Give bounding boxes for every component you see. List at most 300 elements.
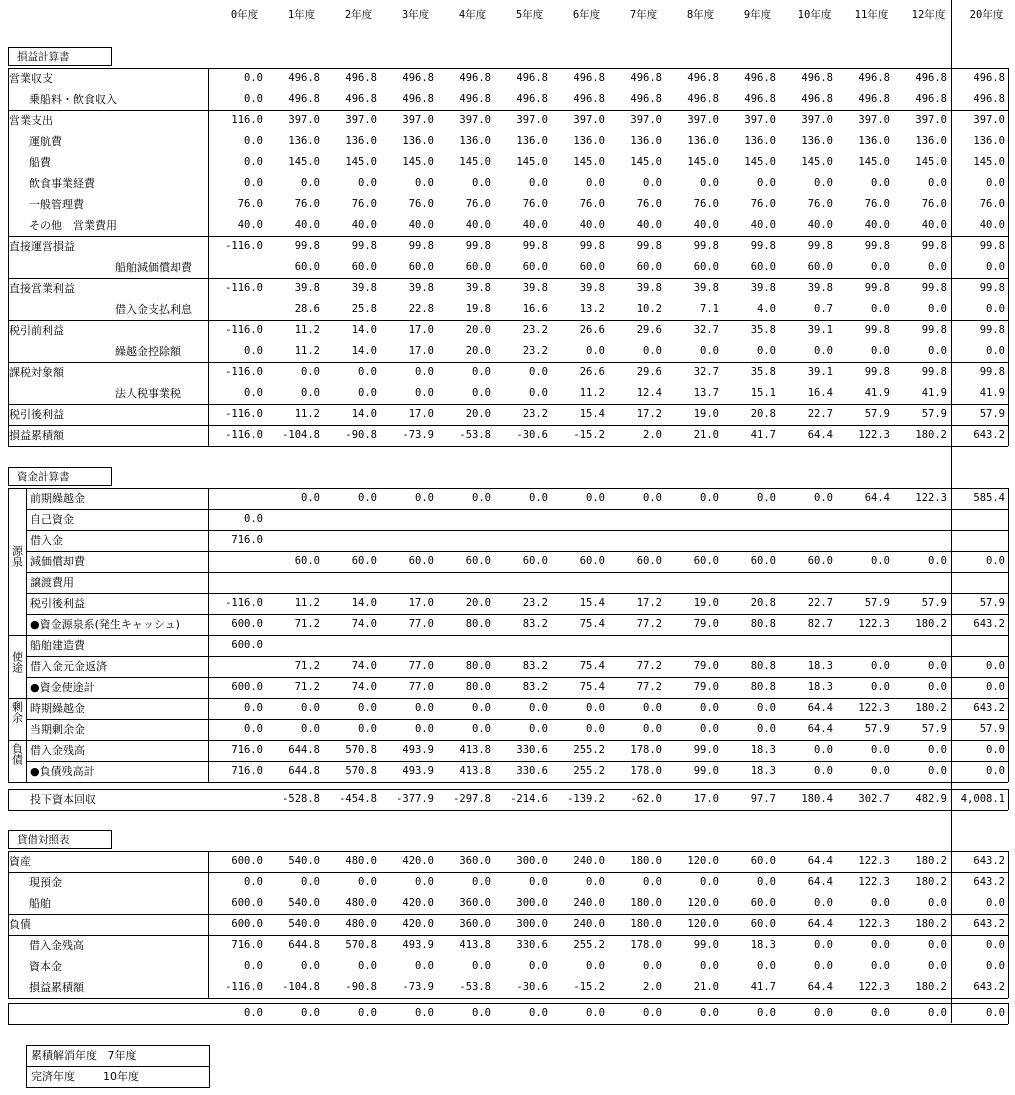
- cell-value: 644.8: [288, 939, 320, 951]
- cell-value: 76.0: [693, 198, 719, 210]
- cell-value: 20.0: [465, 597, 491, 609]
- pl-row-label: 直接営業利益: [9, 282, 75, 295]
- pl-row-label: 課税対象額: [9, 366, 64, 379]
- cell-value: 0.0: [358, 702, 377, 714]
- rule-line: [26, 635, 1008, 636]
- cell-value: 76.0: [465, 198, 491, 210]
- cell-value: 71.2: [294, 618, 320, 630]
- cell-value: 76.0: [522, 198, 548, 210]
- cell-value: 80.0: [465, 660, 491, 672]
- cell-value: 41.7: [750, 981, 776, 993]
- rule-line: [8, 935, 1008, 936]
- cell-value: 0.0: [472, 876, 491, 888]
- cell-value: 39.8: [750, 282, 776, 294]
- cell-value: 0.0: [472, 177, 491, 189]
- cell-value: -104.8: [282, 981, 320, 993]
- rule-line: [8, 68, 1008, 69]
- cell-value: 99.8: [579, 240, 605, 252]
- cell-value: 643.2: [973, 855, 1005, 867]
- cell-value: 0.0: [643, 876, 662, 888]
- cell-value: 0.0: [643, 1007, 662, 1019]
- cell-value: 0.0: [244, 72, 263, 84]
- cell-value: 397.0: [402, 114, 434, 126]
- cell-value: 99.0: [693, 765, 719, 777]
- cell-value: 0.0: [415, 723, 434, 735]
- cell-value: 0.0: [643, 723, 662, 735]
- cell-value: 496.8: [858, 93, 890, 105]
- cell-value: 0.0: [871, 345, 890, 357]
- rule-line: [8, 740, 26, 741]
- cell-value: 0.0: [415, 960, 434, 972]
- cell-value: 40.0: [921, 219, 947, 231]
- cell-value: 716.0: [231, 534, 263, 546]
- cell-value: 0.0: [643, 960, 662, 972]
- pl-row-label: 税引後利益: [9, 408, 64, 421]
- cell-value: 18.3: [750, 939, 776, 951]
- cell-value: 330.6: [516, 939, 548, 951]
- cf-row-label: 当期剰余金: [30, 723, 85, 736]
- cell-value: 493.9: [402, 744, 434, 756]
- cell-value: 643.2: [973, 702, 1005, 714]
- cell-value: 39.8: [807, 282, 833, 294]
- pl-row: [0, 320, 1015, 341]
- cell-value: 397.0: [288, 114, 320, 126]
- cell-value: 0.0: [358, 366, 377, 378]
- cell-value: 77.2: [636, 660, 662, 672]
- cell-value: 180.0: [630, 897, 662, 909]
- cell-value: 41.9: [864, 387, 890, 399]
- cell-value: 0.0: [700, 960, 719, 972]
- cell-value: 0.0: [700, 345, 719, 357]
- cell-value: 0.0: [358, 723, 377, 735]
- cell-value: 643.2: [973, 429, 1005, 441]
- year-header: 9年度: [743, 9, 772, 21]
- rule-line: [8, 110, 1008, 111]
- cell-value: 178.0: [630, 939, 662, 951]
- cell-value: 77.0: [408, 681, 434, 693]
- bs-row: [0, 893, 1015, 914]
- cell-value: 240.0: [573, 918, 605, 930]
- cell-value: 496.8: [288, 93, 320, 105]
- cell-value: 40.0: [807, 219, 833, 231]
- cell-value: 19.0: [693, 408, 719, 420]
- cell-value: 240.0: [573, 855, 605, 867]
- cell-value: 76.0: [294, 198, 320, 210]
- cf-row: [0, 488, 1015, 509]
- cell-value: 18.3: [750, 744, 776, 756]
- cell-value: 99.8: [921, 240, 947, 252]
- cell-value: 397.0: [915, 114, 947, 126]
- rule-line: [1008, 851, 1009, 998]
- cell-value: 99.8: [864, 366, 890, 378]
- cell-value: 397.0: [345, 114, 377, 126]
- cell-value: 99.8: [465, 240, 491, 252]
- cell-value: 39.8: [522, 282, 548, 294]
- cf-row: [0, 572, 1015, 593]
- bs-section-title: 貸借対照表: [8, 830, 112, 849]
- cell-value: 0.0: [244, 156, 263, 168]
- cell-value: 0.0: [986, 744, 1005, 756]
- cell-value: 0.0: [986, 939, 1005, 951]
- cell-value: 145.0: [687, 156, 719, 168]
- year-header: 12年度: [911, 9, 946, 21]
- cell-value: 76.0: [408, 198, 434, 210]
- cell-value: 0.0: [700, 492, 719, 504]
- cell-value: 40.0: [294, 219, 320, 231]
- cell-value: 0.0: [301, 960, 320, 972]
- cell-value: 76.0: [237, 198, 263, 210]
- cell-value: 60.0: [750, 261, 776, 273]
- year-header: 11年度: [854, 9, 889, 21]
- cell-value: 41.7: [750, 429, 776, 441]
- cell-value: 240.0: [573, 897, 605, 909]
- cf-row-label: 自己資金: [30, 513, 74, 526]
- cell-value: 19.8: [465, 303, 491, 315]
- bs-row-label: 現預金: [29, 876, 62, 889]
- rule-line: [8, 488, 9, 782]
- bs-row: [0, 935, 1015, 956]
- cell-value: 0.0: [244, 723, 263, 735]
- year-header: 3年度: [401, 9, 430, 21]
- cell-value: 76.0: [864, 198, 890, 210]
- cell-value: 145.0: [459, 156, 491, 168]
- cell-value: 21.0: [693, 429, 719, 441]
- cell-value: 17.2: [636, 408, 662, 420]
- cell-value: 15.4: [579, 597, 605, 609]
- cell-value: 0.0: [358, 876, 377, 888]
- cell-value: 80.8: [750, 618, 776, 630]
- cell-value: 99.8: [750, 240, 776, 252]
- cell-value: 99.8: [864, 240, 890, 252]
- cell-value: 180.2: [915, 918, 947, 930]
- cell-value: 80.0: [465, 618, 491, 630]
- cell-value: 16.6: [522, 303, 548, 315]
- bs-row: [0, 851, 1015, 872]
- cell-value: 0.0: [358, 492, 377, 504]
- cell-value: -377.9: [396, 793, 434, 805]
- cell-value: 0.0: [415, 366, 434, 378]
- year-header: 10年度: [797, 9, 832, 21]
- rule-line: [26, 782, 1008, 783]
- cell-value: 2.0: [643, 429, 662, 441]
- cf-row: [0, 740, 1015, 761]
- cf-group-debt: 負債: [10, 743, 24, 765]
- cell-value: 255.2: [573, 939, 605, 951]
- cell-value: 413.8: [459, 765, 491, 777]
- pl-row: [0, 404, 1015, 425]
- cf-group-source: 源泉: [10, 545, 24, 567]
- rule-line: [8, 278, 1008, 279]
- cell-value: 41.9: [979, 387, 1005, 399]
- year-header: 7年度: [629, 9, 658, 21]
- cell-value: 57.9: [921, 723, 947, 735]
- cell-value: 60.0: [750, 555, 776, 567]
- cell-value: 0.0: [244, 1007, 263, 1019]
- cell-value: 39.8: [636, 282, 662, 294]
- cell-value: 15.1: [750, 387, 776, 399]
- cell-value: 0.0: [757, 723, 776, 735]
- cf-row: [0, 530, 1015, 551]
- cell-value: 0.0: [529, 723, 548, 735]
- cell-value: 0.0: [586, 723, 605, 735]
- cell-value: 39.8: [408, 282, 434, 294]
- cell-value: 0.0: [871, 555, 890, 567]
- cell-value: 64.4: [864, 492, 890, 504]
- rule-line: [8, 320, 1008, 321]
- cell-value: 76.0: [807, 198, 833, 210]
- cell-value: 397.0: [459, 114, 491, 126]
- cell-value: 60.0: [522, 555, 548, 567]
- cell-value: -454.8: [339, 793, 377, 805]
- cell-value: 60.0: [465, 261, 491, 273]
- cell-value: 99.8: [408, 240, 434, 252]
- cell-value: 0.0: [928, 660, 947, 672]
- rule-line: [8, 362, 1008, 363]
- cell-value: 83.2: [522, 681, 548, 693]
- cell-value: 19.0: [693, 597, 719, 609]
- cell-value: 496.8: [630, 93, 662, 105]
- pl-row: [0, 89, 1015, 110]
- cell-value: 122.3: [915, 492, 947, 504]
- cell-value: 420.0: [402, 897, 434, 909]
- cf-row-label: 船舶建造費: [30, 639, 85, 652]
- cell-value: 360.0: [459, 897, 491, 909]
- cf-row: [0, 635, 1015, 656]
- cell-value: 496.8: [516, 93, 548, 105]
- cell-value: 0.0: [643, 345, 662, 357]
- cell-value: 0.0: [415, 492, 434, 504]
- cell-value: 40.0: [750, 219, 776, 231]
- cell-value: 71.2: [294, 660, 320, 672]
- cell-value: 14.0: [351, 345, 377, 357]
- cell-value: 136.0: [345, 135, 377, 147]
- rule-line: [8, 698, 26, 699]
- cell-value: 29.6: [636, 324, 662, 336]
- cell-value: 145.0: [345, 156, 377, 168]
- rule-line: [1008, 1003, 1009, 1024]
- cell-value: 80.8: [750, 681, 776, 693]
- cell-value: 0.0: [244, 177, 263, 189]
- cell-value: 0.0: [871, 303, 890, 315]
- cell-value: 64.4: [807, 981, 833, 993]
- cell-value: 122.3: [858, 618, 890, 630]
- pl-row: [0, 131, 1015, 152]
- cell-value: 25.8: [351, 303, 377, 315]
- cf-row-label: 時期繰越金: [30, 702, 85, 715]
- cell-value: 480.0: [345, 897, 377, 909]
- cell-value: 4,008.1: [960, 793, 1005, 805]
- cell-value: 0.0: [757, 876, 776, 888]
- pl-row: [0, 425, 1015, 446]
- cell-value: 60.0: [807, 555, 833, 567]
- cell-value: 0.0: [928, 744, 947, 756]
- cell-value: 145.0: [516, 156, 548, 168]
- cell-value: 64.4: [807, 723, 833, 735]
- rule-line: [8, 1003, 9, 1024]
- cell-value: 145.0: [801, 156, 833, 168]
- cf-row-label: ●資金使途計: [30, 681, 95, 694]
- cell-value: 122.3: [858, 981, 890, 993]
- cell-value: 570.8: [345, 939, 377, 951]
- cell-value: -62.0: [630, 793, 662, 805]
- cell-value: -53.8: [459, 429, 491, 441]
- cell-value: 13.2: [579, 303, 605, 315]
- cell-value: 0.0: [586, 1007, 605, 1019]
- cell-value: 540.0: [288, 918, 320, 930]
- cell-value: 145.0: [973, 156, 1005, 168]
- pl-row-label: その他 営業費用: [29, 219, 117, 232]
- rule-line: [26, 761, 1008, 762]
- cf-row-label: ●資金源泉系(発生キャッシュ): [30, 618, 180, 631]
- cell-value: 496.8: [801, 93, 833, 105]
- cell-value: 60.0: [693, 555, 719, 567]
- cell-value: 26.6: [579, 366, 605, 378]
- rule-line: [8, 998, 1008, 999]
- cell-value: 0.0: [244, 960, 263, 972]
- cell-value: 0.0: [301, 876, 320, 888]
- cell-value: 60.0: [750, 918, 776, 930]
- cell-value: 74.0: [351, 618, 377, 630]
- cell-value: 145.0: [630, 156, 662, 168]
- cell-value: 0.0: [928, 177, 947, 189]
- cell-value: -116.0: [225, 240, 263, 252]
- cell-value: 0.0: [814, 897, 833, 909]
- pl-row-label: 損益累積額: [9, 429, 64, 442]
- cell-value: 0.0: [871, 261, 890, 273]
- cell-value: 0.0: [814, 492, 833, 504]
- cell-value: 80.8: [750, 660, 776, 672]
- cell-value: 18.3: [750, 765, 776, 777]
- cell-value: 99.8: [979, 324, 1005, 336]
- cell-value: 57.9: [979, 408, 1005, 420]
- cell-value: 0.0: [871, 960, 890, 972]
- cell-value: 643.2: [973, 876, 1005, 888]
- cell-value: 29.6: [636, 366, 662, 378]
- cell-value: 57.9: [864, 723, 890, 735]
- cell-value: 0.0: [472, 1007, 491, 1019]
- cell-value: 0.0: [986, 303, 1005, 315]
- bs-row: [0, 872, 1015, 893]
- cell-value: -116.0: [225, 282, 263, 294]
- cf-row: [0, 698, 1015, 719]
- cell-value: 60.0: [465, 555, 491, 567]
- cell-value: 600.0: [231, 897, 263, 909]
- cell-value: 716.0: [231, 744, 263, 756]
- cell-value: 0.0: [986, 681, 1005, 693]
- cell-value: 0.0: [871, 681, 890, 693]
- cell-value: 76.0: [921, 198, 947, 210]
- pl-row-label: 営業収支: [9, 72, 53, 85]
- cell-value: 0.0: [814, 960, 833, 972]
- cell-value: 496.8: [915, 93, 947, 105]
- cell-value: 0.0: [529, 1007, 548, 1019]
- cell-value: 0.0: [415, 387, 434, 399]
- cell-value: 496.8: [687, 72, 719, 84]
- cell-value: 17.0: [693, 793, 719, 805]
- cell-value: 99.8: [864, 324, 890, 336]
- cell-value: 41.9: [921, 387, 947, 399]
- cell-value: 74.0: [351, 681, 377, 693]
- cell-value: 0.0: [643, 492, 662, 504]
- cell-value: 0.0: [301, 387, 320, 399]
- cell-value: 600.0: [231, 681, 263, 693]
- cell-value: 0.0: [928, 261, 947, 273]
- cell-value: 76.0: [351, 198, 377, 210]
- rule-line: [26, 719, 1008, 720]
- cell-value: 76.0: [636, 198, 662, 210]
- cell-value: 32.7: [693, 324, 719, 336]
- cf-row: [0, 761, 1015, 782]
- cf-row-label: 税引後利益: [30, 597, 85, 610]
- cf-recovery-row: [0, 789, 1015, 810]
- cell-value: 64.4: [807, 918, 833, 930]
- cell-value: 0.0: [757, 177, 776, 189]
- cell-value: 0.0: [586, 960, 605, 972]
- bs-row: [0, 914, 1015, 935]
- cell-value: 0.0: [529, 702, 548, 714]
- rule-line: [8, 851, 1008, 852]
- cell-value: 136.0: [687, 135, 719, 147]
- cell-value: 0.0: [529, 876, 548, 888]
- cell-value: -15.2: [573, 981, 605, 993]
- cell-value: 99.8: [979, 282, 1005, 294]
- cell-value: 0.0: [928, 939, 947, 951]
- year-header: 20年度: [969, 9, 1004, 21]
- cell-value: 60.0: [579, 261, 605, 273]
- summary-payoff: 完済年度 10年度: [27, 1066, 209, 1087]
- cell-value: 57.9: [979, 597, 1005, 609]
- cell-value: 0.0: [586, 876, 605, 888]
- cell-value: 0.0: [643, 177, 662, 189]
- cell-value: 0.0: [986, 261, 1005, 273]
- cell-value: 644.8: [288, 744, 320, 756]
- cell-value: 99.8: [921, 366, 947, 378]
- cell-value: 22.7: [807, 597, 833, 609]
- rule-line: [26, 530, 1008, 531]
- cell-value: 60.0: [636, 261, 662, 273]
- cell-value: 99.8: [351, 240, 377, 252]
- cell-value: 0.0: [586, 702, 605, 714]
- rule-line: [8, 851, 9, 998]
- cell-value: 136.0: [516, 135, 548, 147]
- cell-value: 57.9: [921, 597, 947, 609]
- cell-value: 0.0: [871, 660, 890, 672]
- cell-value: 0.0: [301, 723, 320, 735]
- year-header: 8年度: [686, 9, 715, 21]
- cell-value: 397.0: [573, 114, 605, 126]
- cell-value: 77.2: [636, 618, 662, 630]
- cell-value: 0.0: [472, 960, 491, 972]
- cell-value: 40.0: [408, 219, 434, 231]
- cell-value: 40.0: [579, 219, 605, 231]
- cell-value: 0.0: [244, 702, 263, 714]
- cell-value: 40.0: [351, 219, 377, 231]
- rule-line: [8, 425, 1008, 426]
- cell-value: 496.8: [630, 72, 662, 84]
- rule-line: [26, 488, 27, 782]
- cell-value: 2.0: [643, 981, 662, 993]
- cell-value: 496.8: [573, 72, 605, 84]
- cell-value: 600.0: [231, 918, 263, 930]
- cell-value: -73.9: [402, 981, 434, 993]
- cell-value: 122.3: [858, 702, 890, 714]
- cell-value: 0.0: [928, 303, 947, 315]
- cell-value: 39.8: [351, 282, 377, 294]
- cell-value: -116.0: [225, 366, 263, 378]
- rule-line: [26, 551, 1008, 552]
- cf-row-label: ●負債残高計: [30, 765, 95, 778]
- cell-value: 136.0: [915, 135, 947, 147]
